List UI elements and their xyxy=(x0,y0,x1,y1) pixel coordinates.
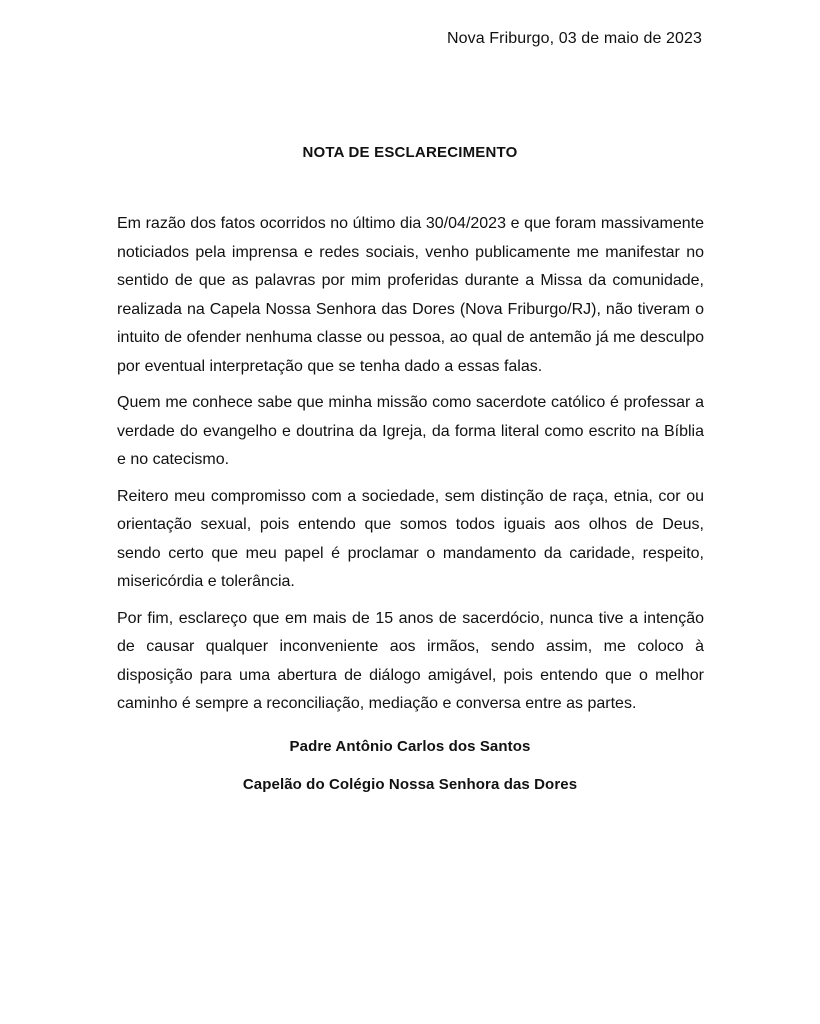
paragraph-1: Em razão dos fatos ocorridos no último dia 30/04/2023 e que foram massivamente noticiados pela imprensa e redes sociais, venho publicamente me manifestar no sentido de que as palavras por mim proferidas durante a Missa da comunidade, realizada na Capela Nossa Senhora das Dores (Nova Friburgo/RJ), não tiveram o intuito de ofender nenhuma classe ou pessoa, ao qual de antemão já me desculpo por eventual interpretação que se tenha dado a essas falas. xyxy=(117,215,704,375)
document-body xyxy=(117,210,704,727)
signatory-name: Padre Antônio Carlos dos Santos xyxy=(289,738,531,755)
paragraph-3: Reitero meu compromisso com a sociedade, sem distinção de raça, etnia, cor ou orientação sexual, pois entendo que somos todos iguais aos olhos de Deus, sendo certo que meu papel é proclamar o mandamento da caridade, respeito, misericórdia e tolerância. xyxy=(117,487,704,590)
paragraph-4: Por fim, esclareço que em mais de 15 anos de sacerdócio, nunca tive a intenção de causar qualquer inconveniente aos irmãos, sendo assim, me coloco à disposição para uma abertura de diálogo amigável, pois entendo que o melhor caminho é sempre a reconciliação, mediação e conversa entre as partes. xyxy=(117,609,704,712)
paragraph-2: Quem me conhece sabe que minha missão como sacerdote católico é professar a verdade do evangelho e doutrina da Igreja, da forma literal como escrito na Bíblia e no catecismo. xyxy=(117,394,704,468)
place-date: Nova Friburgo, 03 de maio de 2023 xyxy=(446,30,702,47)
signatory-role: Capelão do Colégio Nossa Senhora das Dores xyxy=(242,776,578,793)
signature-block xyxy=(0,738,820,814)
document-title: NOTA DE ESCLARECIMENTO xyxy=(302,144,518,161)
